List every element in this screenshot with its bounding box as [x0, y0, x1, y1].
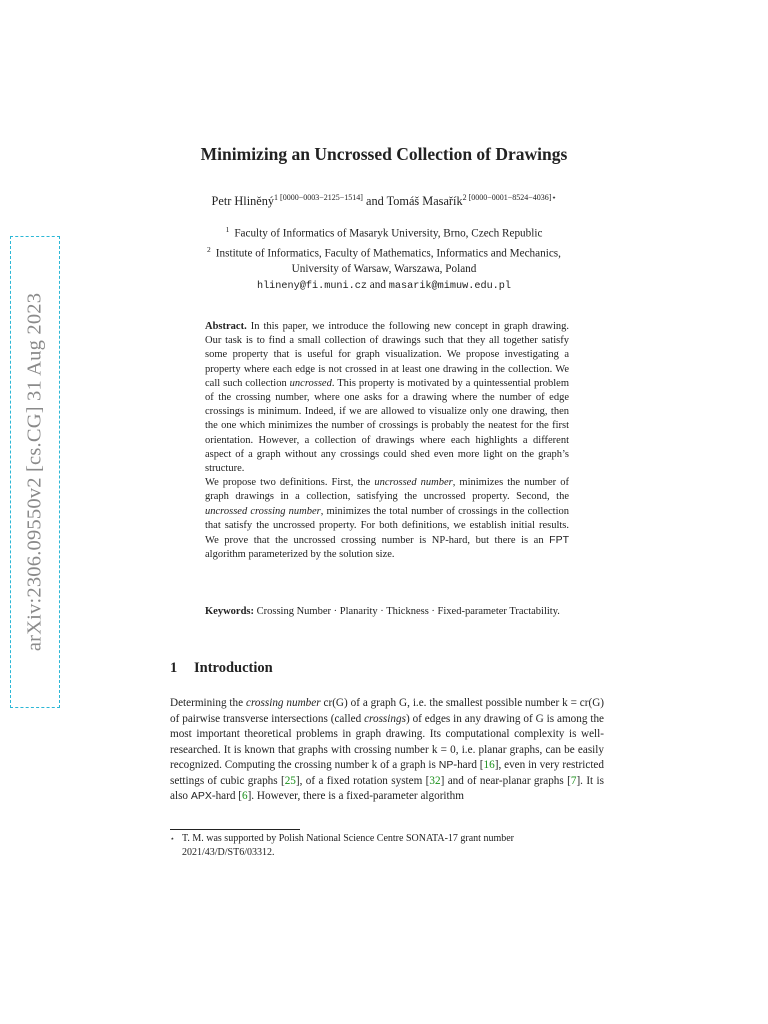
author-conjunction: and: [365, 194, 384, 209]
email-link[interactable]: hlineny@fi.muni.cz: [256, 280, 367, 292]
section-title: Introduction: [194, 660, 273, 676]
affiliation-number: 2: [207, 245, 211, 255]
footnote-divider: [170, 829, 300, 830]
footnote-text: 2021/43/D/ST6/03312.: [182, 846, 275, 858]
arxiv-identifier: arXiv:2306.09550v2 [cs.CG] 31 Aug 2023: [23, 292, 46, 652]
arxiv-sidebar-stamp: [10, 236, 60, 708]
abstract-emphasis: uncrossed crossing number: [205, 505, 321, 517]
abstract-text: . This property is motivated by a quintessential problem of the crossing number, where one asks for a drawing where the number of edge crossings is minimum. Indeed, if we are allowed to visualize only one drawing, then the one which minimizes the number of crossings is probably the neatest for the first orientation. However, a collection of drawings where each highlights a different aspect of a graph without any crossings could shed even more light on the graph’s structure.: [205, 377, 569, 475]
intro-paragraph: [170, 696, 604, 805]
email-line: [0, 278, 768, 295]
affiliation-line: [0, 242, 768, 262]
abstract-text: algorithm parameterized by the solution size.: [205, 549, 395, 561]
body-text: ], even in very restricted settings of cubic graphs [: [170, 759, 604, 787]
author-name: Tomáš Masařík: [386, 194, 463, 209]
footnote-mark: ⋆: [170, 834, 175, 843]
section-number: 1: [170, 660, 178, 676]
complexity-class: FPT: [549, 534, 570, 547]
affiliations: [0, 222, 768, 294]
body-emphasis: crossing number: [246, 697, 321, 709]
paper-title: Minimizing an Uncrossed Collection of Drawings: [200, 144, 568, 164]
body-text: ]. However, there is a fixed-parameter algorithm: [247, 790, 464, 802]
affiliation-line: [0, 222, 768, 242]
author-name: Petr Hliněný: [211, 194, 275, 209]
citation-link[interactable]: 16: [483, 759, 495, 771]
body-text: ]. It is also: [170, 774, 604, 802]
abstract-text: We propose two definitions. First, the: [205, 477, 371, 489]
keywords-text: Crossing Number · Planarity · Thickness · Fixed-parameter Tractability.: [256, 606, 560, 617]
abstract-paragraph: [205, 476, 569, 562]
footnote: [170, 832, 604, 860]
citation-link[interactable]: 6: [241, 790, 248, 802]
affiliation-line: [0, 262, 768, 278]
email-link[interactable]: masarik@mimuw.edu.pl: [388, 280, 512, 292]
body-text: -hard [: [453, 759, 484, 771]
body-emphasis: crossings: [364, 712, 406, 725]
citation-link[interactable]: 7: [570, 774, 577, 787]
body-text: ] and of near-planar graphs [: [440, 774, 571, 787]
body-text: Determining the: [170, 697, 244, 709]
complexity-class: APX: [190, 790, 212, 802]
complexity-class: NP: [438, 759, 454, 771]
keywords-label: Keywords:: [205, 606, 254, 617]
citation-link[interactable]: 32: [429, 774, 441, 787]
abstract-emphasis: uncrossed: [289, 377, 332, 389]
author-orcid: 1 [0000−0003−2125−1514]: [274, 193, 363, 202]
author-orcid: 2 [0000−0001−8524−4036]⋆: [462, 193, 557, 202]
section-heading: [170, 660, 273, 677]
abstract-text: , minimizes the total number of crossings in the collection that satisfy the uncrossed property. For both definitions, we establish initial results. We prove that the uncrossed crossing number is NP-hard, but there is an: [205, 505, 569, 547]
body-text: ], of a fixed rotation system [: [295, 774, 430, 787]
abstract: [205, 320, 569, 562]
body-text: ) of edges in any drawing of G is among the most important theoretical problems in graph drawing. Its computational complexity is well-researched. It is known that graphs with crossing number k = 0, i.e. planar graphs, can be easily recognized. Computing the crossing number k of a graph is: [170, 712, 604, 771]
abstract-paragraph: [205, 320, 569, 476]
abstract-text: , minimizes the number of graph drawings in a collection, satisfying the uncrossed property. Second, the: [205, 477, 569, 503]
citation-link[interactable]: 25: [284, 774, 296, 787]
affiliation-text: University of Warsaw, Warszawa, Poland: [291, 263, 477, 276]
email-conjunction: and: [369, 278, 386, 291]
footnote-text: T. M. was supported by Polish National Science Centre SONATA-17 grant number: [182, 833, 515, 844]
abstract-emphasis: uncrossed number: [374, 477, 453, 489]
author-line: [0, 193, 768, 209]
affiliation-number: 1: [225, 225, 230, 234]
body-text: -hard [: [211, 790, 242, 802]
abstract-text: In this paper, we introduce the following new concept in graph drawing. Our task is to find a small collection of drawings such that they all together satisfy some property that is useful for graph visualization. We propose investigating a property where each edge is not crossed in at least one drawing in the collection. We call such collection: [205, 321, 570, 389]
body-text: cr(G) of a graph G, i.e. the smallest possible number k = cr(G) of pairwise transverse intersections (called: [170, 697, 605, 725]
keywords: [205, 605, 569, 619]
abstract-label: Abstract.: [205, 321, 247, 332]
affiliation-text: Faculty of Informatics of Masaryk University, Brno, Czech Republic: [234, 227, 543, 240]
affiliation-text: Institute of Informatics, Faculty of Mathematics, Informatics and Mechanics,: [215, 247, 561, 260]
